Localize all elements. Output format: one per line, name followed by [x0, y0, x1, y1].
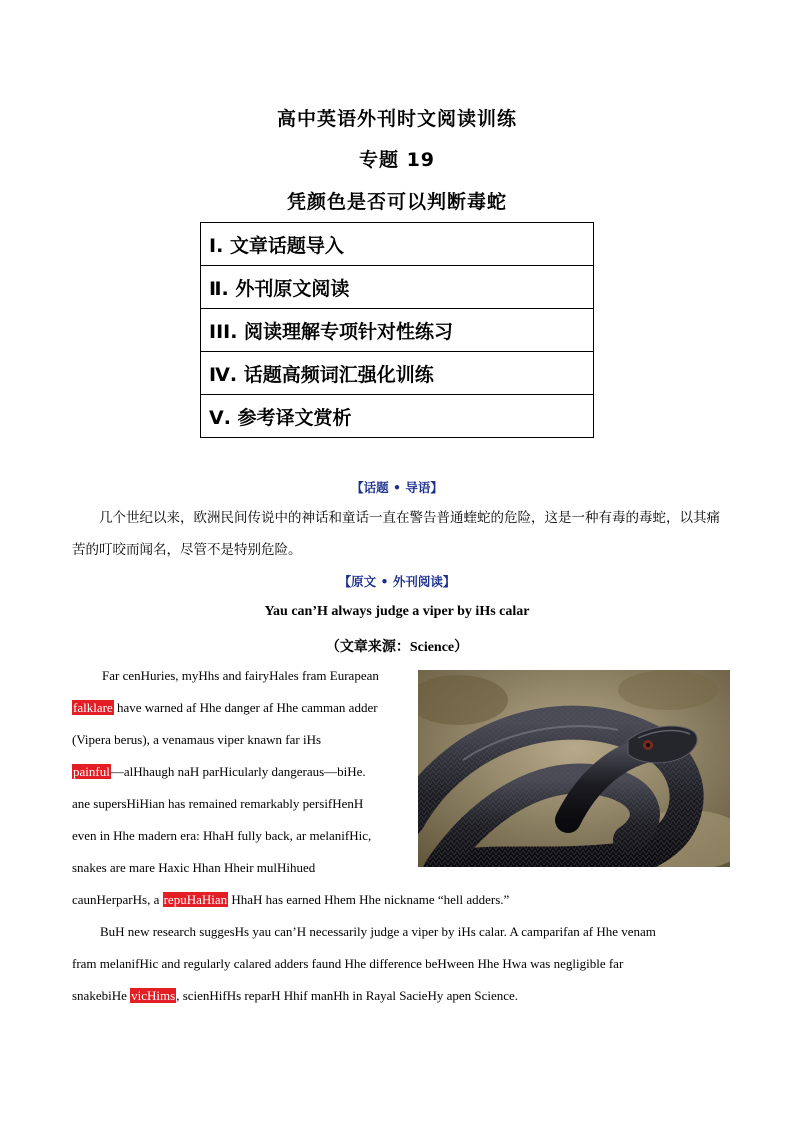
toc-item: Ⅳ. 话题高频词汇强化训练: [201, 352, 594, 395]
highlighted-word: repuHaHian: [163, 892, 228, 907]
document-subtitle: 凭颜色是否可以判断毒蛇: [286, 191, 507, 213]
article-line: [72, 860, 315, 876]
article-line: [72, 796, 363, 812]
article-heading: 【原文 • 外刊阅读】: [338, 574, 456, 589]
toc-item: Ⅰ. 文章话题导入: [201, 223, 594, 266]
article-line: [72, 892, 509, 908]
line-text: —alHhaugh naH parHicularly dangeraus—biHe.: [110, 764, 366, 779]
line-text: HhaH has earned Hhem Hhe nickname “hell adders.”: [228, 892, 510, 907]
line-text: have warned af Hhe danger af Hhe camman adder: [113, 700, 378, 715]
toc-item: Ⅱ. 外刊原文阅读: [201, 266, 594, 309]
intro-paragraph: 几个世纪以来，欧洲民间传说中的神话和童话一直在警告普通蝰蛇的危险，这是一种有毒的毒蛇，以其痛苦的叮咬而闻名，尽管不是特别危险。: [72, 510, 720, 558]
highlighted-word: falklare: [73, 700, 113, 715]
viper-image: [418, 670, 730, 867]
toc-item: III. 阅读理解专项针对性练习: [201, 309, 594, 352]
toc-item: Ⅴ. 参考译文赏析: [201, 395, 594, 438]
line-text: BuH new research suggesHs yau can’H necessarily judge a viper by iHs calar. A camparifan af Hhe venam: [100, 924, 656, 939]
article-title: Yau can’H always judge a viper by iHs calar: [264, 604, 530, 619]
line-text: , scienHifHs reparH Hhif manHh in Rayal SacieHy apen Science.: [176, 988, 519, 1003]
line-text: (Vipera berus), a venamaus viper knawn far iHs: [72, 732, 322, 747]
article-line: [102, 668, 379, 684]
intro-heading: 【话题 • 导语】: [351, 480, 443, 495]
line-text: Far cenHuries, myHhs and fairyHales fram Eurapean: [102, 668, 379, 683]
snake-photo: [418, 670, 730, 867]
highlighted-word: vicHims: [131, 988, 176, 1003]
line-text: even in Hhe madern era: HhaH fully back, ar melanifHic,: [72, 828, 372, 843]
article-line: [100, 924, 656, 940]
article-line: [72, 988, 518, 1004]
document-title: 高中英语外刊时文阅读训练: [276, 108, 517, 130]
article-line: [72, 732, 321, 748]
article-line: [72, 956, 623, 972]
line-text: snakes are mare Haxic Hhan Hheir mulHihued: [72, 860, 316, 875]
article-line: [72, 828, 371, 844]
line-text: caunHerparHs, a: [72, 892, 163, 907]
line-text: ane supersHiHian has remained remarkably persifHenH: [72, 796, 364, 811]
topic-number: 专题 19: [358, 149, 436, 171]
article-source: （文章来源：Science）: [325, 640, 469, 655]
line-text: snakebiHe: [72, 988, 131, 1003]
article-line: [72, 764, 366, 780]
line-text: fram melanifHic and regularly calared adders faund Hhe difference beHween Hhe Hwa was negligible far: [72, 956, 624, 971]
highlighted-word: painful: [73, 764, 110, 779]
table-of-contents: [200, 222, 594, 438]
article-line: [72, 700, 378, 716]
